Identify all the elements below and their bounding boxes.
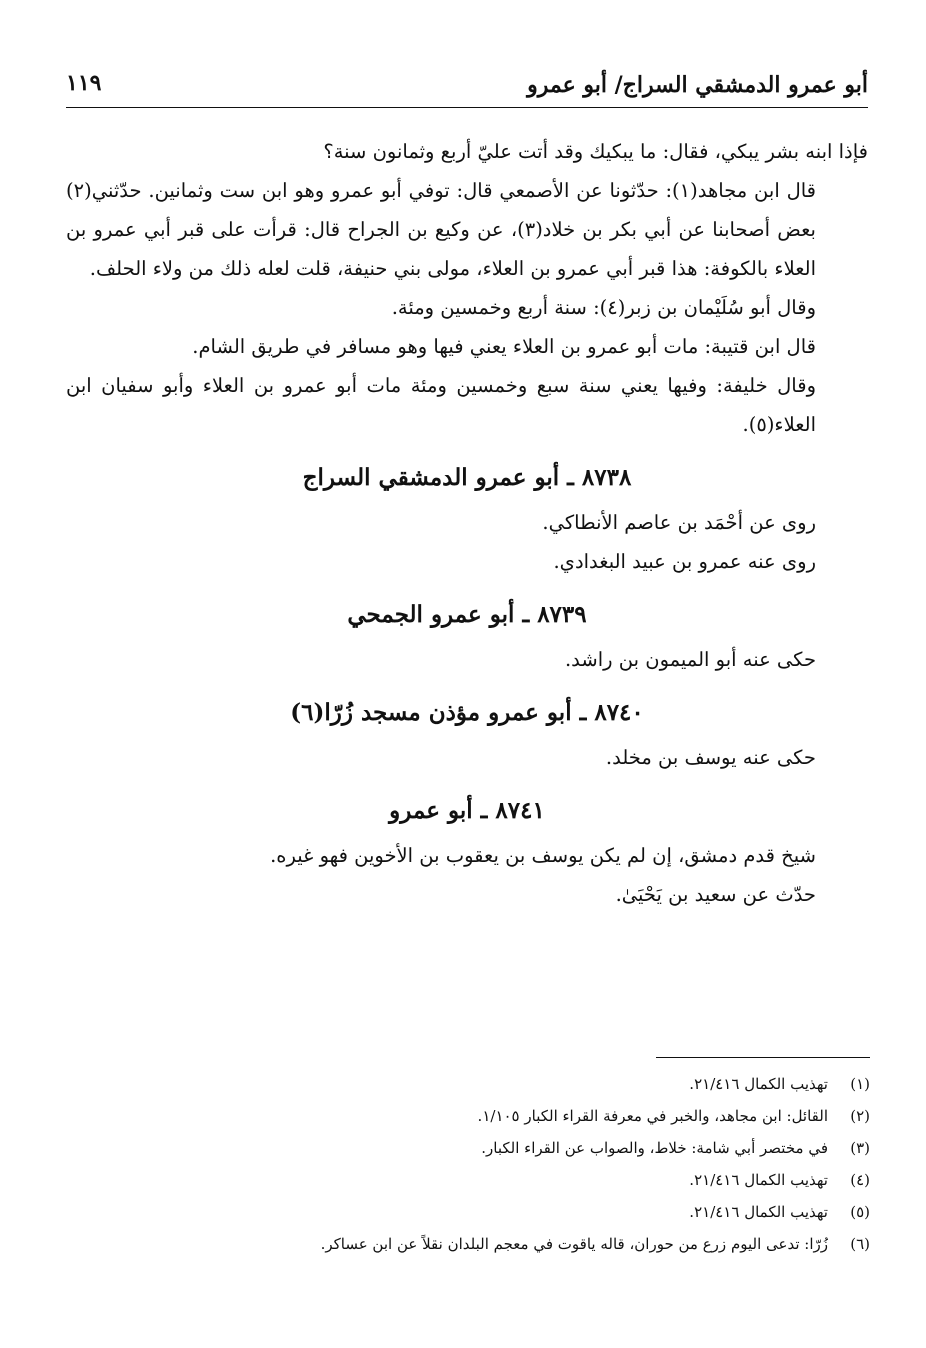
footnote-number: (٤) <box>850 1171 870 1189</box>
entry-heading: ٨٧٤٠ ـ أبو عمرو مؤذن مسجد زُرّا(٦) <box>290 699 644 726</box>
paragraph: فإذا ابنه بشر يبكي، فقال: ما يبكيك وقد أتت عليّ أربع وثمانون سنة؟ <box>323 140 868 163</box>
footnote-text: تهذيب الكمال ٢١/٤١٦. <box>689 1075 828 1093</box>
footnote <box>66 1132 870 1164</box>
footnote <box>66 1164 870 1196</box>
running-title: أبو عمرو الدمشقي السراج/ أبو عمرو <box>527 72 868 98</box>
paragraph: قال ابن قتيبة: مات أبو عمرو بن العلاء يعني فيها وهو مسافر في طريق الشام. <box>192 335 816 358</box>
footnote <box>66 1100 870 1132</box>
entry-heading: ٨٧٣٩ ـ أبو عمرو الجمحي <box>347 601 587 628</box>
footnote-number: (٢) <box>850 1107 870 1125</box>
page-number: ١١٩ <box>66 70 102 96</box>
footnote-number: (٥) <box>850 1203 870 1221</box>
footnote-rule <box>656 1057 870 1058</box>
entry-heading: ٨٧٣٨ ـ أبو عمرو الدمشقي السراج <box>302 464 632 491</box>
paragraph: وقال خليفة: وفيها يعني سنة سبع وخمسين ومئة مات أبو عمرو بن العلاء وأبو سفيان ابن العلاء(٥). <box>66 374 816 436</box>
footnote <box>66 1228 870 1260</box>
footnote-text: في مختصر أبي شامة: خلاط، والصواب عن القراء الكبار. <box>481 1139 828 1157</box>
footnote-number: (١) <box>850 1075 870 1093</box>
entry-line: حكى عنه أبو الميمون بن راشد. <box>564 648 816 671</box>
footnote-text: القائل: ابن مجاهد، والخبر في معرفة القراء الكبار ١/١٠٥. <box>477 1107 828 1125</box>
footnote-text: تهذيب الكمال ٢١/٤١٦. <box>689 1203 828 1221</box>
footnote-text: تهذيب الكمال ٢١/٤١٦. <box>689 1171 828 1189</box>
entry-line: روى عنه عمرو بن عبيد البغدادي. <box>553 550 816 573</box>
paragraph: قال ابن مجاهد(١): حدّثونا عن الأصمعي قال: توفي أبو عمرو وهو ابن ست وثمانين. حدّثني(٢) بعض أصحابنا عن أبي بكر بن خلاد(٣)، عن وكيع بن الجراح قال: قرأت على قبر أبي عمرو بن العلاء بالكوفة: هذا قبر أبي عمرو بن العلاء، مولى بني حنيفة، قلت لعله ذلك من ولاء الحلف. <box>66 179 816 280</box>
footnote-text: زُرّا: تدعى اليوم زرع من حوران، قاله ياقوت في معجم البلدان نقلاً عن ابن عساكر. <box>320 1235 828 1253</box>
footnote-number: (٦) <box>850 1235 870 1253</box>
entry-line: حكى عنه يوسف بن مخلد. <box>605 746 816 769</box>
main-text <box>66 132 868 914</box>
footnote-number: (٣) <box>850 1139 870 1157</box>
page-header <box>66 62 868 108</box>
footnotes <box>66 1068 870 1260</box>
footnote <box>66 1068 870 1100</box>
entry-line: حدّث عن سعيد بن يَحْيَىٰ. <box>615 883 816 906</box>
header-rule <box>66 107 868 108</box>
entry-line: شيخ قدم دمشق، إن لم يكن يوسف بن يعقوب بن الأخوين فهو غيره. <box>270 844 816 867</box>
footnote <box>66 1196 870 1228</box>
entry-heading: ٨٧٤١ ـ أبو عمرو <box>389 797 545 824</box>
paragraph: وقال أبو سُلَيْمان بن زبر(٤): سنة أربع وخمسين ومئة. <box>391 296 816 319</box>
entry-line: روى عن أحْمَد بن عاصم الأنطاكي. <box>542 511 816 534</box>
